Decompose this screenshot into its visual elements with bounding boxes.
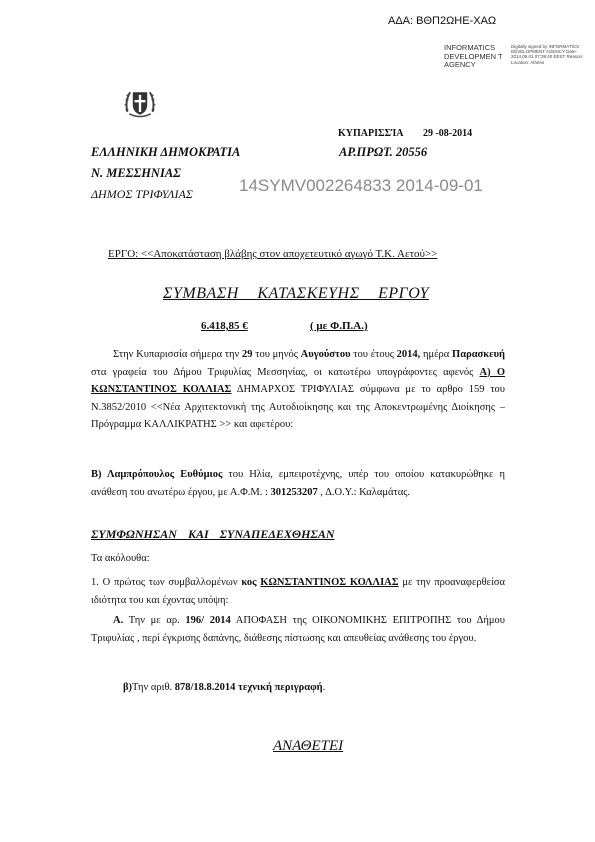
text: 1. Ο πρώτος των συμβαλλομένων <box>91 577 242 588</box>
technical-description: 878/18.8.2014 τεχνική περιγραφή <box>174 682 323 693</box>
municipality: ΔΗΜΟΣ ΤΡΙΦΥΛΙΑΣ <box>91 187 193 201</box>
contract-title: ΣΥΜΒΑΣΗ ΚΑΤΑΣΚΕΥΗΣ ΕΡΓΟΥ <box>163 285 430 302</box>
agreed-heading: ΣΥΜΦΩΝΗΣΑΝ ΚΑΙ ΣΥΝΑΠΕΔΕΧΘΗΣΑΝ <box>91 527 335 541</box>
amount-value: 6.418,85 € <box>201 320 248 332</box>
contract-amount <box>163 320 294 332</box>
protocol-number: ΑΡ.ΠΡΩΤ. 20556 <box>339 145 428 159</box>
text: του μηνός <box>252 349 301 360</box>
mayor-name: ΚΩΝΣΤΑΝΤΙΝΟΣ ΚΟΛΛΙΑΣ <box>260 577 399 588</box>
following-label: Τα ακόλουθα: <box>91 553 150 564</box>
prefecture: Ν. ΜΕΣΣΗΝΙΑΣ <box>91 166 181 180</box>
signature-details: Digitally signed by INFORMATICS DEVELOPMENT AGENCY Date: 2014.09.01 07:39:40 EEST Reason: Location: Athens <box>511 44 584 65</box>
text: Την με αρ. <box>123 615 186 626</box>
text: Την αριθ. <box>132 682 175 693</box>
text: Στην Κυπαρισσία σήμερα την <box>113 349 242 360</box>
item-1 <box>91 574 505 609</box>
year: 2014, <box>396 349 421 360</box>
item-label: β) <box>123 682 133 693</box>
weekday: Παρασκευή <box>452 349 505 360</box>
item-a <box>91 612 505 647</box>
item-label: Α. <box>113 615 124 626</box>
text: ημέρα <box>420 349 453 360</box>
month: Αυγούστου <box>300 349 351 360</box>
signature-org: INFORMATICS DEVELOPMEN T AGENCY <box>444 43 503 69</box>
project-title: ΕΡΓΟ: <<Αποκατάσταση βλάβης στον αποχετευτικό αγωγό Τ.Κ. Αετού>> <box>108 248 438 260</box>
text: . <box>322 682 326 693</box>
amount-vat-note: ( με Φ.Π.Α.) <box>310 320 368 332</box>
text: του Ηλία, εμπειροτέχνης, υπέρ του οποίου κατακυρώθηκε η ανάθεση του ανωτέρω έργου, με Α.Φ.Μ. : <box>91 469 505 498</box>
contractor-name: Β) Λαμπρόπουλος Ευθύμιος <box>91 469 223 480</box>
text: με την προαναφερθείσα ιδιότητα του και έχοντας υπόψη: <box>91 577 506 606</box>
coat-of-arms-icon <box>122 85 158 121</box>
location-date: ΚΥΠΑΡΙΣΣΊΑ 29 -08-2014 <box>338 128 473 139</box>
mayor-name: Α) Ο ΚΩΝΣΤΑΝΤΙΝΟΣ ΚΟΛΛΙΑΣ <box>91 366 506 395</box>
text: ΑΠΟΦΑΣΗ της ΟΙΚΟΝΟΜΙΚΗΣ ΕΠΙΤΡΟΠΗΣ του Δήμου Τριφυλίας , περί έγκρισης δαπάνης, διάθεσης πίστωσης και απευθείας ανάθεσης του έργου. <box>91 615 505 644</box>
item-b <box>123 682 325 693</box>
decision-number: 196/ 2014 <box>185 615 231 626</box>
ada-code: ΑΔΑ: ΒΘΠ2ΩΗΕ-ΧΑΩ <box>388 15 497 27</box>
parties-paragraph <box>91 346 505 434</box>
text: στα γραφεία του Δήμου Τριφυλίας Μεσσηνίας, οι κατωτέρω υπογράφοντες αφενός <box>91 366 480 378</box>
diavgeia-stamp: 14SYMV002264833 2014-09-01 <box>239 176 483 195</box>
day: 29 <box>242 349 253 360</box>
text: του έτους <box>350 349 397 360</box>
tax-id: 301253207 <box>270 486 318 498</box>
title-abbrev: κος <box>241 577 257 588</box>
assigns-heading: ΑΝΑΘΕΤΕΙ <box>273 738 344 754</box>
republic-heading: ΕΛΛΗΝΙΚΗ ΔΗΜΟΚΡΑΤΙΑ <box>91 145 241 159</box>
contractor-paragraph <box>91 466 505 501</box>
text: , Δ.Ο.Υ.: Καλαμάτας. <box>317 486 411 498</box>
text: ΔΗΜΑΡΧΟΣ ΤΡΙΦΥΛΙΑΣ σύμφωνα με το αρθρο 159 του Ν.3852/2010 <<Νέα Αρχιτεκτονική της Αυτοδιοίκησης και της Αποκεντρωμένης Διοίκησης –Πρόγραμμα ΚΑΛΛΙΚΡΑΤΗΣ >> και αφετέρου: <box>91 384 506 430</box>
